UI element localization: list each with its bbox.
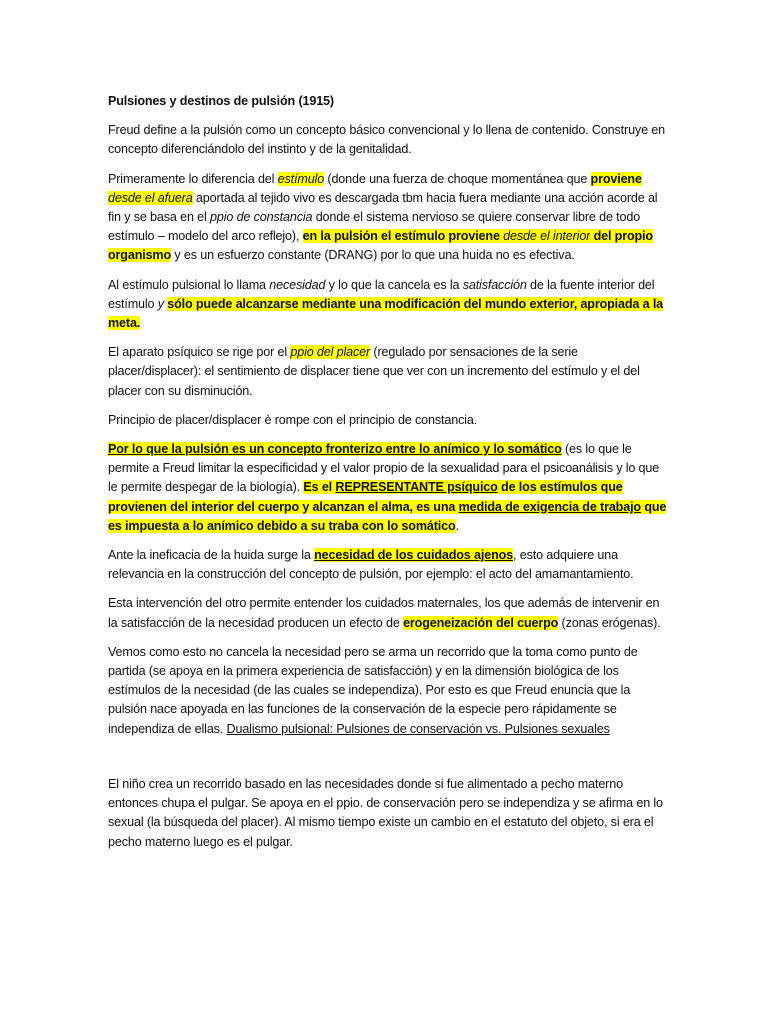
text-run: y es un esfuerzo constante (DRANG) por lo que una huida no es efectiva. bbox=[171, 248, 575, 263]
highlight-desde-el-interior: desde el interior bbox=[503, 229, 591, 244]
highlight-cuidados-ajenos: necesidad de los cuidados ajenos bbox=[314, 548, 514, 563]
highlight-modificacion-mundo-exterior: sólo puede alcanzarse mediante una modificación del mundo exterior, apropiada a la meta. bbox=[108, 296, 664, 331]
text-run: Primeramente lo diferencia del bbox=[108, 171, 278, 186]
dualismo-pulsional: Dualismo pulsional: Pulsiones de conservación vs. Pulsiones sexuales bbox=[226, 721, 610, 736]
text-run: (zonas erógenas). bbox=[558, 615, 661, 630]
text-run: (donde una fuerza de choque momentánea que bbox=[324, 171, 591, 186]
text-run: , esto adquiere una relevancia en la construcción del concepto de pulsión, por ejemplo: el acto del amamantamiento. bbox=[108, 548, 634, 582]
text-run: Esta intervención del otro permite entender los cuidados maternales, los que además de intervenir en la satisfacción de la necesidad producen un efecto de bbox=[108, 596, 660, 630]
paragraph-principio-placer-displacer: Principio de placer/displacer è rompe con el principio de constancia. bbox=[108, 412, 478, 427]
highlight-impuesta-animico: que es impuesta a lo anímico debido a su traba con lo somático bbox=[108, 499, 667, 533]
text-run: (regulado por sensaciones de la serie placer/displacer): el sentimiento de displacer tiene que ver con un incremento del estímulo y el del placer con su disminución. bbox=[108, 345, 640, 398]
paragraph-concepto-fronterizo bbox=[108, 440, 668, 536]
document-title: Pulsiones y destinos de pulsión (1915) bbox=[108, 94, 334, 108]
paragraph-necesidad bbox=[108, 276, 668, 334]
paragraph-definition: Freud define a la pulsión como un concepto básico convencional y lo llena de contenido. Construye en concepto diferenciándolo del instinto y de la genitalidad. bbox=[108, 123, 665, 157]
text-run: Al estímulo pulsional lo llama bbox=[108, 277, 270, 292]
highlight-es-el: Es el bbox=[303, 480, 336, 495]
paragraph-cuidados-maternales bbox=[108, 594, 668, 632]
paragraph-cuidados-ajenos bbox=[108, 546, 668, 584]
paragraph-ppio-placer bbox=[108, 343, 668, 401]
text-run: y bbox=[157, 296, 168, 311]
highlight-proviene: proviene bbox=[590, 171, 642, 186]
text-run: . bbox=[455, 518, 459, 533]
necesidad-term: necesidad bbox=[269, 277, 326, 292]
highlight-en-la-pulsion: en la pulsión el estímulo proviene bbox=[302, 229, 504, 244]
ppio-de-constancia: ppio de constancia bbox=[210, 210, 313, 225]
highlight-propio-organismo: del propio organismo bbox=[108, 229, 653, 263]
highlight-medida-exigencia-trabajo: medida de exigencia de trabajo bbox=[458, 499, 641, 514]
highlight-ppio-del-placer: ppio del placer bbox=[290, 345, 371, 360]
text-run: Vemos como esto no cancela la necesidad pero se arma un recorrido que la toma como punto de partida (se apoya en la primera experiencia de satisfacción) y en la dimensión biológica de los estímulos de la necesidad (de las cuales se independiza). Por esto es que Freud enuncia que la pulsión nace apoyada en las funciones de la conservación de la especie pero rápidamente se independiza de ellas. bbox=[108, 644, 638, 736]
paragraph-nino-pulgar: El niño crea un recorrido basado en las necesidades donde si fue alimentado a pecho materno entonces chupa el pulgar. Se apoya en el ppio. de conservación pero se independiza y se afirma en lo sexual (la búsqueda del placer). Al mismo tiempo existe un cambio en el estatuto del objeto, si era el pecho materno luego es el pulgar. bbox=[108, 776, 663, 849]
text-run: donde el sistema nervioso se quiere conservar libre de todo estímulo – modelo del arco reflejo), bbox=[108, 210, 641, 244]
highlight-concepto-fronterizo: pulsión es un concepto fronterizo entre lo anímico y lo somático bbox=[184, 442, 562, 457]
paragraph-dualismo bbox=[108, 643, 668, 739]
text-run: Ante la ineficacia de la huida surge la bbox=[108, 548, 315, 563]
text-run: (es lo que le permite a Freud limitar la especificidad y el valor propio de la sexualidad para el psicoanálisis y lo que le permite despegar de la biología). bbox=[108, 442, 660, 495]
highlight-por-lo-que-la: Por lo que la bbox=[108, 442, 185, 457]
text-run: aportada al tejido vivo es descargada tbm hacia fuera mediante una acción acorde al fin y se basa en el bbox=[108, 190, 658, 225]
satisfaccion-term: satisfacción bbox=[462, 277, 527, 292]
blank-line bbox=[108, 749, 668, 775]
highlight-estimulos-interior: de los estímulos que provienen del interior del cuerpo y alcanzan el alma, es una bbox=[108, 480, 623, 514]
text-run: de la fuente interior del estímulo bbox=[108, 277, 655, 311]
highlight-erogeneizacion: erogeneización del cuerpo bbox=[403, 615, 559, 630]
highlight-representante-psiquico: REPRESENTANTE psíquico bbox=[335, 480, 498, 495]
text-run: y lo que la cancela es la bbox=[325, 277, 463, 292]
document-page bbox=[108, 92, 668, 862]
highlight-estimulo: estímulo bbox=[277, 171, 325, 186]
text-run: El aparato psíquico se rige por el bbox=[108, 345, 291, 360]
highlight-desde-el-afuera: desde el afuera bbox=[108, 190, 193, 205]
paragraph-estimulo bbox=[108, 170, 668, 266]
